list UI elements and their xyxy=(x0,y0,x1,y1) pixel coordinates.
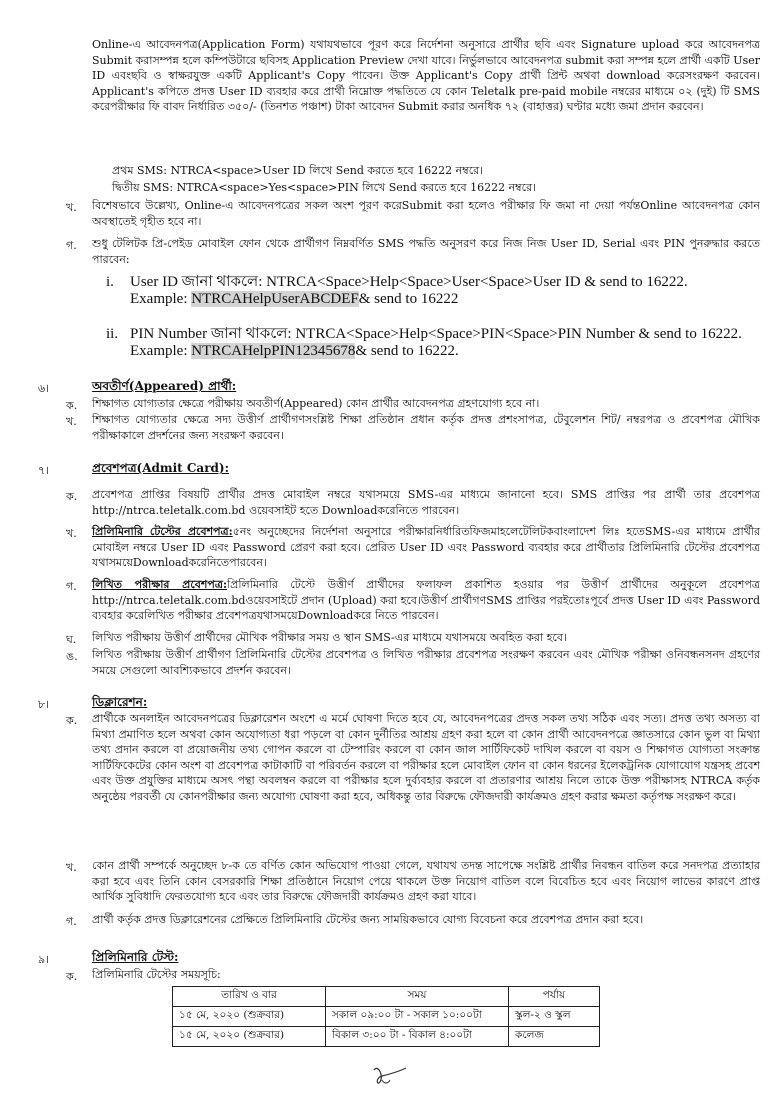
example-code: NTRCAHelpPIN12345678 xyxy=(191,343,356,359)
table-cell: সকাল ০৯:০০ টা - সকাল ১০:০০টা xyxy=(326,1007,509,1027)
item-marker: গ. xyxy=(66,239,77,252)
admit-item-ka: প্রবেশপত্র প্রাপ্তির বিষয়টি প্রার্থীর প্রদত্ত মোবাইল নম্বরে যথাসময়ে SMS-এর মাধ্যমে জানানো হবে। SMS প্রাপ্তির পর প্রার্থী তার প্রবেশপত্র http://ntrca.teletalk.com.bd ওয়েবসাইট হতে Downloadকরেনিতে পারবেন। xyxy=(92,488,760,517)
appeared-item-kha: শিক্ষাগত যোগ্যতার ক্ষেত্রে সদ্য উত্তীর্ণ প্রার্থীগণসংশ্লিষ্ট শিক্ষা প্রতিষ্ঠান প্রধান কর্তৃক প্রদত্ত প্রশংসাপত্র, টেবুলেশন শিট/ নম্বরপত্র ও প্রবেশপত্র মৌখিক পরীক্ষাকালে প্রদর্শনের জন্য সংরক্ষণ করবেন। xyxy=(92,413,760,442)
written-admit-lead: লিখিত পরীক্ষার প্রবেশপত্র: xyxy=(92,578,228,591)
item-marker: ক. xyxy=(66,970,78,983)
section-title-appeared: অবতীর্ণ(Appeared) প্রার্থী: xyxy=(92,379,237,393)
example-label: Example: xyxy=(130,343,192,359)
section-title-prelim: প্রিলিমিনারি টেস্ট: xyxy=(92,950,179,964)
declaration-item-kha: কোন প্রার্থী সম্পর্কে অনুচ্ছেদ ৮-ক তে বর্ণিত কোন অভিযোগ পাওয়া গেলে, যথাযথ তদন্ত সাপেক্ষে সংশ্লিষ্ট প্রার্থীর নিবন্ধন বাতিল করে সনদপত্র প্রত্যাহার করা হবে এবং তিনি কোন বেসরকারি শিক্ষা প্রতিষ্ঠানে নিয়োগ পেয়ে থাকলে উক্ত নিয়োগ বাতিল বলে বিবেচিত হবে এবং নিয়োগ লাভের কারণে প্রাপ্ত আর্থিক সুবিধাদি ফেরতযোগ্য হবে এবং তার বিরুদ্ধে ফৌজদারী কার্যক্রমও গ্রহণ করা যাবে। xyxy=(92,859,760,903)
recovery-user-id-text: User ID জানা থাকলে: NTRCA<Space>Help<Space>User<Space>User ID & send to 16222. xyxy=(130,274,688,290)
table-cell: ১৫ মে, ২০২০ (শুক্রবার) xyxy=(173,1027,326,1047)
prelim-schedule-label: প্রিলিমিনারি টেস্টের সময়সূচি: xyxy=(92,968,221,981)
paragraph-kha: বিশেষভাবে উল্লেখ্য, Online-এ আবেদনপত্রের সকল অংশ পূরণ করেSubmit করা হলেও পরীক্ষার ফি জমা না দেয়া পর্যন্তOnline আবেদনপত্র কোন অবস্থাতেই গৃহীত হবে না। xyxy=(92,199,760,228)
sms-instruction-2: দ্বিতীয় SMS: NTRCA<space>Yes<space>PIN লিখে Send করতে হবে 16222 নম্বরে। xyxy=(112,181,537,194)
item-marker: ঘ. xyxy=(66,633,77,646)
item-marker: ক. xyxy=(66,714,78,727)
item-marker: খ. xyxy=(66,201,77,214)
recovery-pin xyxy=(130,326,760,360)
table-row xyxy=(173,1007,600,1027)
table-header-row xyxy=(173,987,600,1007)
recovery-pin-text: PIN Number জানা থাকলে: NTRCA<Space>Help<Space>PIN<Space>PIN Number & send to 16222. xyxy=(130,326,742,342)
appeared-item-ka: শিক্ষাগত যোগ্যতার ক্ষেত্রে পরীক্ষায় অবতীর্ণ(Appeared) কোন প্রার্থীর আবেদনপত্র গ্রহণযোগ্য হবে না। xyxy=(92,397,540,410)
section-title-declaration: ডিক্লারেশন: xyxy=(92,695,148,709)
recovery-pin-example xyxy=(130,343,760,360)
example-suffix: & send to 16222 xyxy=(358,291,459,307)
paragraph-ga: শুধু টেলিটক প্রি-পেইড মোবাইল ফোন থেকে প্রার্থীগণ নিম্নবর্ণিত SMS পদ্ধতি অনুসরণ করে নিজ নিজ User ID, Serial এবং PIN পুনরুদ্ধার করতে পারবেন: xyxy=(92,237,760,266)
table-cell: কলেজ xyxy=(509,1027,600,1047)
table-cell: স্কুল-২ ও স্কুল xyxy=(509,1007,600,1027)
declaration-item-ka: প্রার্থীকে অনলাইন আবেদনপত্রের ডিক্লারেশন অংশে এ মর্মে ঘোষণা দিতে হবে যে, আবেদনপত্রের প্রদত্ত সকল তথ্য সঠিক এবং সত্য। প্রদত্ত তথ্য অসত্য বা মিথ্যা প্রমাণিত হলে অথবা কোন অযোগ্যতা ধরা পড়লে বা কোন দুর্নীতির আশ্রয় গ্রহণ করা হলে বা কোন প্রার্থী আবেদনপত্রে জ্ঞাতসারে কোন ভুল বা মিথ্যা তথ্য প্রদান করলে বা প্রয়োজনীয় তথ্য গোপন করলে বা টেম্পারিং করলে বা কোন জাল সার্টিফিকেট দাখিল করলে বা বয়স ও শিক্ষাগত যোগ্যতা সংক্রান্ত সার্টিফিকেটের কোন অংশ বা প্রবেশপত্র কাটাকাটি বা পরিবর্তন করলে বা পরীক্ষার হলে মোবাইল ফোন বা কোন ধরনের ইলেকট্রনিক যোগাযোগ যন্ত্রসহ প্রবেশ এবং উক্ত প্রযুক্তির মাধ্যমে অসৎ পন্থা অবলম্বন করলে বা পরীক্ষার হলে দুর্ব্যবহার করলে বা প্রতারণার আশ্রয় নিলে তাকে উক্ত পরীক্ষাসহ NTRCA কর্তৃক অনুষ্ঠেয় পরবর্তী যে কোনপরীক্ষার জন্য অযোগ্য ঘোষণা করা হবে, অধিকন্তু তার বিরুদ্ধে ফৌজদারী কার্যক্রমও গ্রহণ করার ক্ষমতা কর্তৃপক্ষ সংরক্ষণ করে। xyxy=(92,712,760,803)
section-title-admit-card: প্রবেশপত্র(Admit Card): xyxy=(92,461,230,475)
admit-item-gha: লিখিত পরীক্ষায় উত্তীর্ণ প্রার্থীদের মৌখিক পরীক্ষার সময় ও স্থান SMS-এর মাধ্যমে যথাসময়ে অবহিত করা হবে। xyxy=(92,631,567,644)
item-marker: ক. xyxy=(66,490,78,503)
roman-marker: i. xyxy=(106,274,114,290)
item-marker: গ. xyxy=(66,915,77,928)
admit-item-kha xyxy=(92,524,760,571)
item-marker: গ. xyxy=(66,580,77,593)
item-marker: খ. xyxy=(66,861,77,874)
section-number: ৯। xyxy=(38,953,50,966)
item-marker: খ. xyxy=(66,527,77,540)
table-cell: বিকাল ৩:০০ টা - বিকাল ৪:০০টা xyxy=(326,1027,509,1047)
recovery-user-id xyxy=(130,274,760,308)
signature-mark xyxy=(370,1062,410,1088)
sms-instruction-1: প্রথম SMS: NTRCA<space>User ID লিখে Send করতে হবে 16222 নম্বরে। xyxy=(112,164,484,177)
section-number: ৮। xyxy=(38,698,50,711)
table-header: তারিখ ও বার xyxy=(173,987,326,1007)
table-row xyxy=(173,1027,600,1047)
prelim-schedule-table xyxy=(172,986,600,1047)
table-cell: ১৫ মে, ২০২০ (শুক্রবার) xyxy=(173,1007,326,1027)
item-marker: ক. xyxy=(66,399,78,412)
admit-item-ga xyxy=(92,577,760,624)
declaration-item-ga: প্রার্থী কর্তৃক প্রদত্ত ডিক্লারেশনের প্রেক্ষিতে প্রিলিমিনারি টেস্টের জন্য সাময়িকভাবে যোগ্য বিবেচনা করে প্রবেশপত্র প্রদান করা হবে। xyxy=(92,913,644,926)
example-code: NTRCAHelpUserABCDEF xyxy=(191,291,359,307)
item-marker: ঙ. xyxy=(66,650,78,663)
table-header: সময় xyxy=(326,987,509,1007)
item-marker: খ. xyxy=(66,415,77,428)
written-admit-text: প্রিলিমিনারি টেস্টে উত্তীর্ণ প্রার্থীদের ফলাফল প্রকাশিত হওয়ার পর উত্তীর্ণ প্রার্থীদের অনুকূলে প্রবেশপত্র http://ntrca.teletalk.com.bdওয়েবসাইটে প্রদান (Upload) করা হবে।উত্তীর্ণ প্রার্থীগণSMS প্রাপ্তির পরইতোঃপূর্বে প্রদত্ত User ID এবং Password ব্যবহার করেলিখিত পরীক্ষার প্রবেশপত্রযথাসময়েDownloadকরে নিতে পারবেন। xyxy=(92,578,760,622)
prelim-admit-lead: প্রিলিমিনারি টেস্টের প্রবেশপত্র: xyxy=(92,525,233,538)
prelim-admit-text: ৫নং অনুচ্ছেদের নির্দেশনা অনুসারে পরীক্ষারনির্ধারিতফিজমাহলেটেলিটকবাংলাদেশ লিঃ হতেSMS-এর মাধ্যমে প্রার্থীর মোবাইল নম্বরে User ID এবং Password প্রেরণ করা হবে। প্রেরিত User ID এবং Password ব্যবহার করে প্রার্থীতার প্রিলিমিনারি টেস্টের প্রবেশপত্র যথাসময়েDownloadকরেনিতেপারবেন। xyxy=(92,525,760,569)
table-header: পর্যায় xyxy=(509,987,600,1007)
example-suffix: & send to 16222. xyxy=(355,343,459,359)
intro-paragraph: Online-এ আবেদনপত্র(Application Form) যথাযথভাবে পূরণ করে নির্দেশনা অনুসারে প্রার্থীর ছবি এবং Signature upload করে আবেদনপত্র Submit করাসম্পন্ন হলে কম্পিউটারে ছবিসহ Application Preview দেখা যাবে। নির্ভুলভাবে আবেদনপত্র submit করা সম্পন্ন হলে প্রার্থী একটি User ID এবংছবি ও স্বাক্ষরযুক্ত একটি Applicant's Copy পাবেন। উক্ত Applicant's Copy প্রার্থী প্রিন্ট অথবা download করেসংরক্ষণ করবেন। Applicant's কপিতে প্রদত্ত User ID ব্যবহার করে প্রার্থী নিম্নোক্ত পদ্ধতিতে যে কোন Teletalk pre-paid mobile নম্বরের মাধ্যমে ০২ (দুই) টি SMS করেপরীক্ষার ফি বাবদ নির্ধারিত ৩৫০/- (তিনশত পঞ্চাশ) টাকা আবেদন Submit করার অনধিক ৭২ (বাহাত্তর) ঘণ্টার মধ্যে জমা প্রদান করবেন। xyxy=(92,38,760,113)
example-label: Example: xyxy=(130,291,192,307)
section-number: ৭। xyxy=(38,464,50,477)
admit-item-uma: লিখিত পরীক্ষায় উত্তীর্ণ প্রার্থীগণ প্রিলিমিনারি টেস্টের প্রবেশপত্র ও লিখিত পরীক্ষার প্রবেশপত্র সংরক্ষণ করবেন এবং মৌখিক পরীক্ষা ওনিবন্ধনসনদ গ্রহণের সময়ে সেগুলো আবশ্যিকভাবে প্রদর্শন করবেন। xyxy=(92,648,760,677)
recovery-user-id-example xyxy=(130,291,760,308)
roman-marker: ii. xyxy=(106,326,119,342)
section-number: ৬। xyxy=(38,382,50,395)
